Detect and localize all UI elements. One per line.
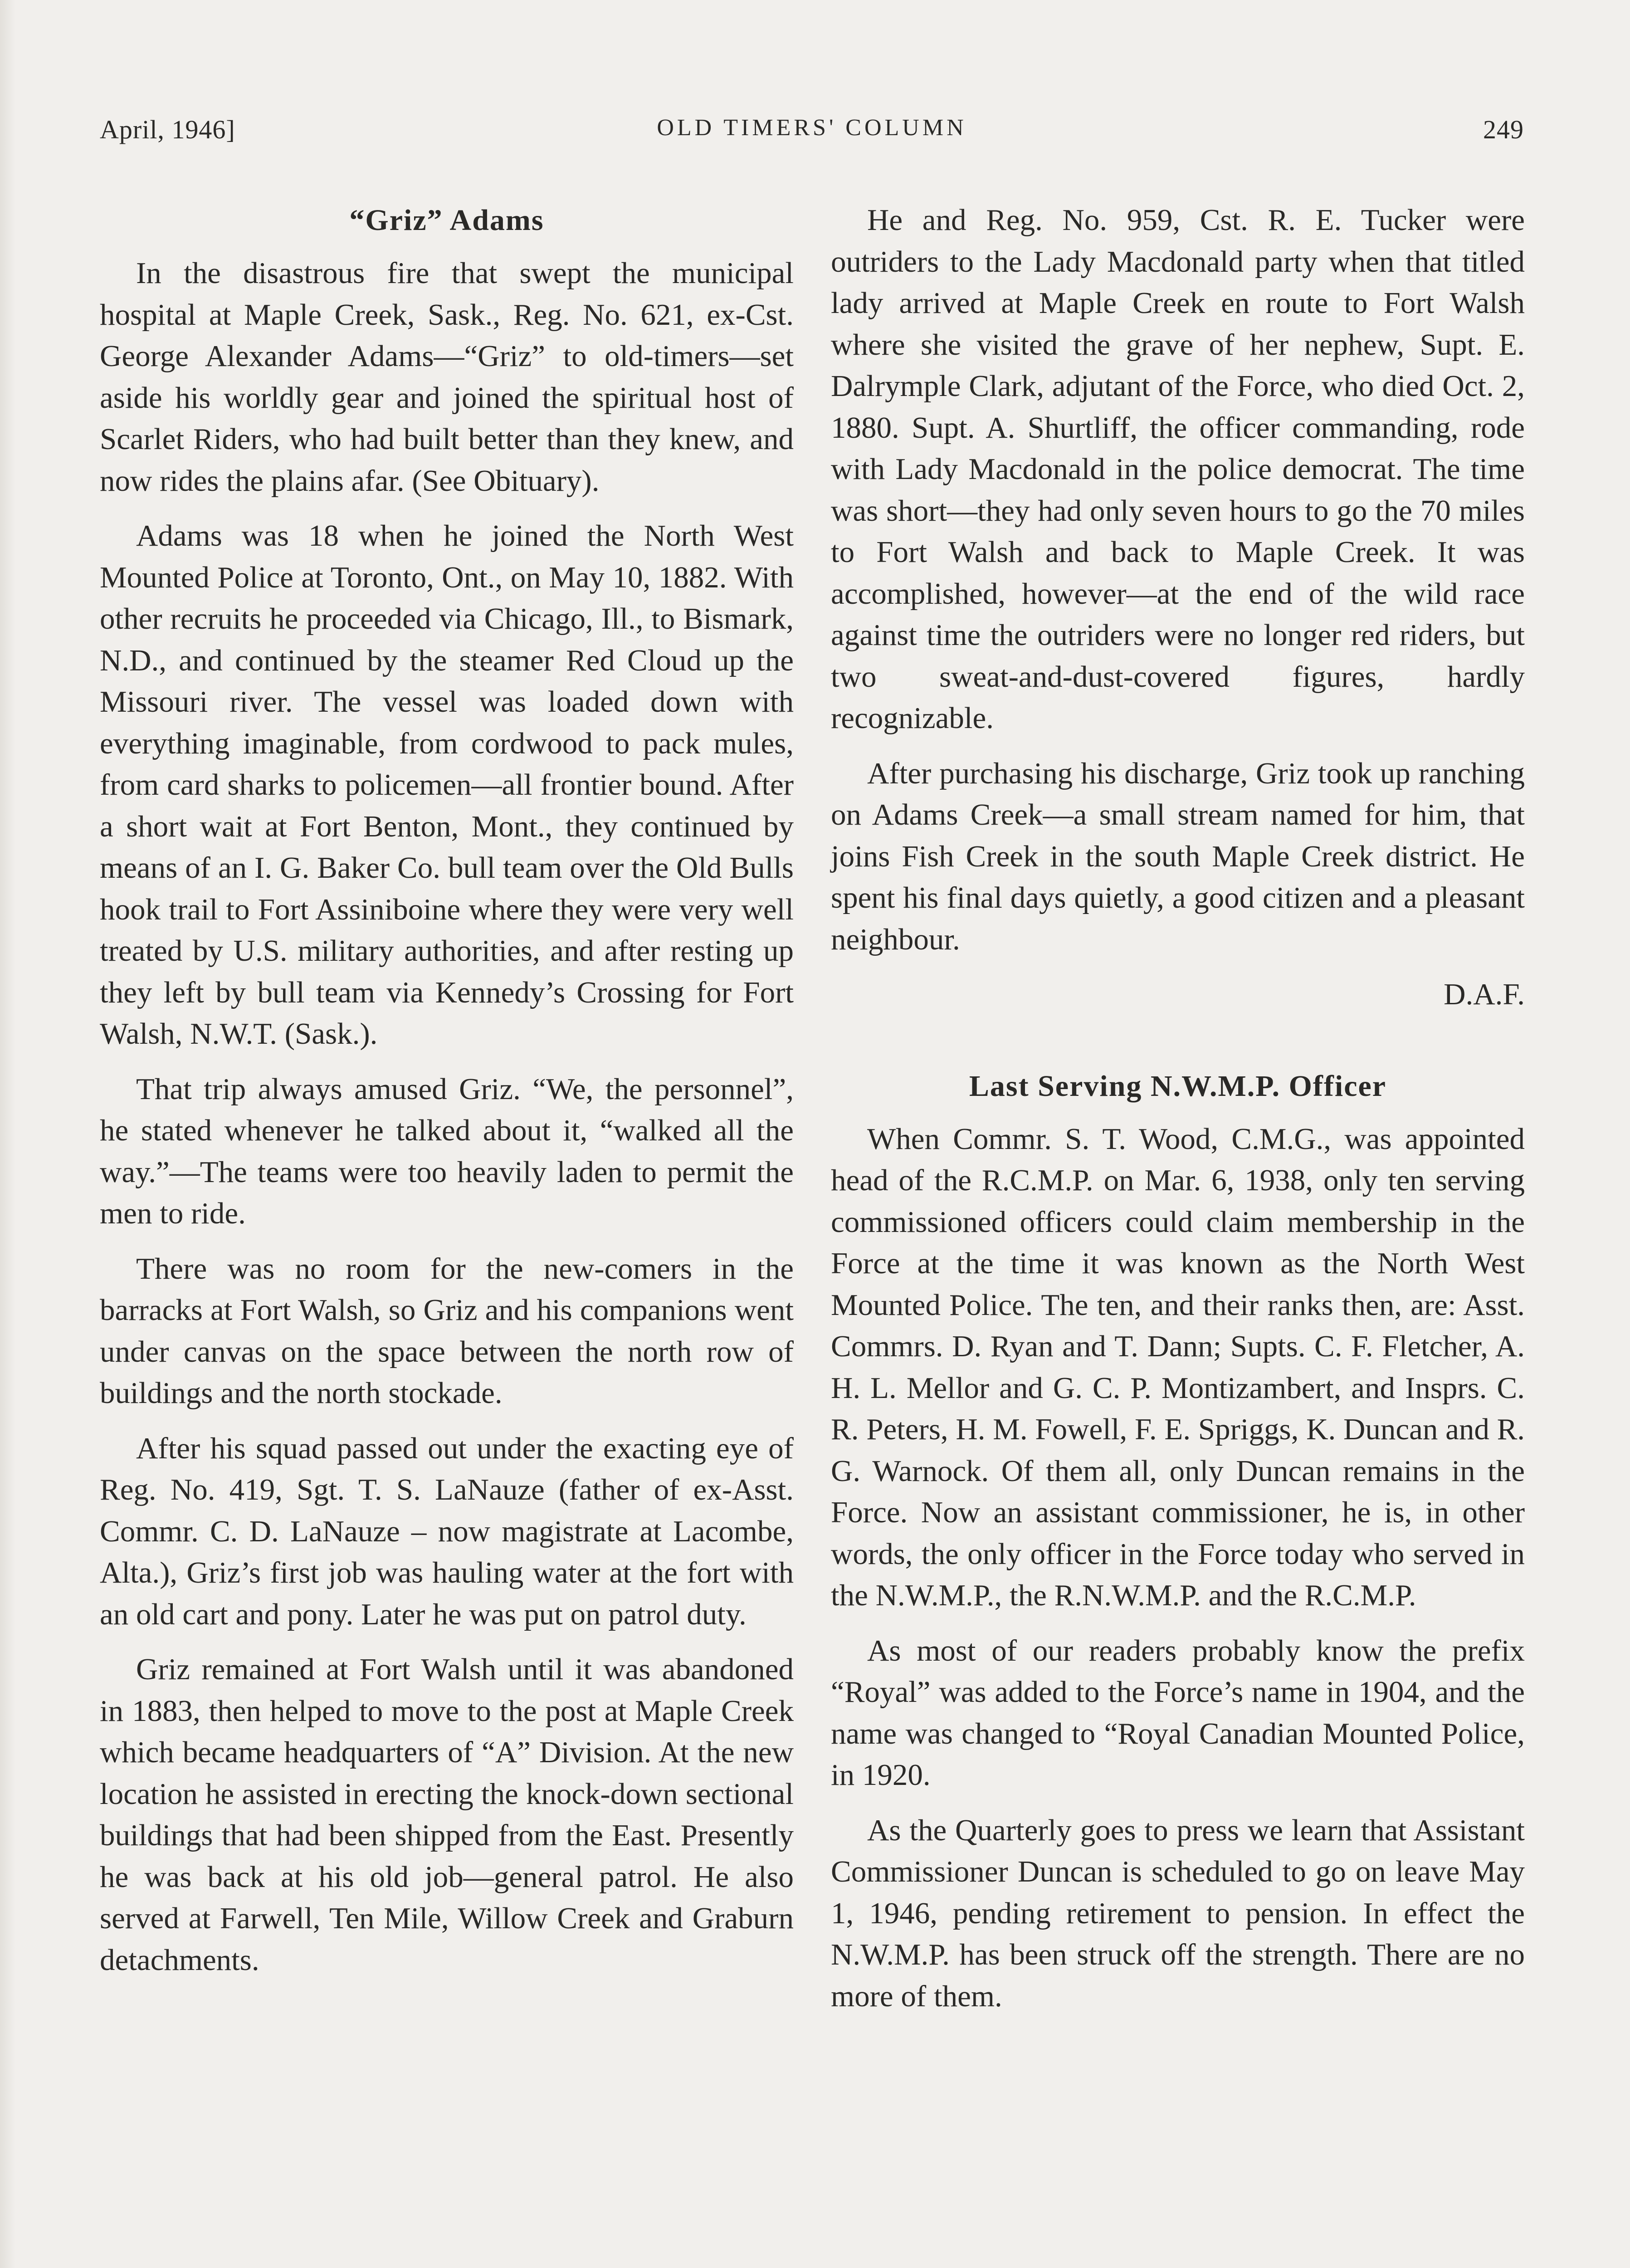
paragraph: As most of our readers probably know the prefix “Royal” was added to the Force’s name in 1904, and the name was changed to “Royal Canadian Mounted Police, in 1920. bbox=[831, 1633, 1525, 1792]
article-title-griz-adams: “Griz” Adams bbox=[349, 204, 544, 237]
paragraph: After purchasing his discharge, Griz took up ranching on Adams Creek—a small stream named for him, that joins Fish Creek in the south Maple Creek district. He spent his final days quietly, a good citizen and a pleasant neighbour. bbox=[831, 756, 1525, 956]
paragraph: When Commr. S. T. Wood, C.M.G., was appointed head of the R.C.M.P. on Mar. 6, 1938, only ten serving commissioned officers could claim membership in the Force at the time it was known as the North West Mounted Police. The ten, and their ranks then, are: Asst. Commrs. D. Ryan and T. Dann; Supts. C. F. Fletcher, A. H. L. Mellor and G. C. P. Montizambert, and Insprs. C. R. Peters, H. M. Fowell, F. E. Spriggs, K. Duncan and R. G. Warnock. Of them all, only Duncan remains in the Force. Now an assistant commissioner, he is, in other words, the only officer in the Force today who served in the N.W.M.P., the R.N.W.M.P. and the R.C.M.P. bbox=[831, 1122, 1525, 1612]
paragraph: That trip always amused Griz. “We, the personnel”, he stated whenever he talked about it, “walked all the way.”—The teams were too heavily laden to permit the men to ride. bbox=[100, 1072, 794, 1230]
page-edge bbox=[0, 0, 15, 2268]
paragraph: He and Reg. No. 959, Cst. R. E. Tucker were outriders to the Lady Macdonald party when that titled lady arrived at Maple Creek en route to Fort Walsh where she visited the grave of her nephew, Supt. E. Dalrymple Clark, adjutant of the Force, who died Oct. 2, 1880. Supt. A. Shurtliff, the officer commanding, rode with Lady Macdonald in the police democrat. The time was short—they had only seven hours to go the 70 miles to Fort Walsh and back to Maple Creek. It was accomplished, however—at the end of the wild race against time the outriders were no longer red riders, but two sweat-and-dust-covered figures, hardly recognizable. bbox=[831, 203, 1525, 735]
header-date: April, 1946] bbox=[100, 115, 235, 144]
right-column bbox=[831, 200, 1525, 2031]
left-column bbox=[100, 200, 794, 1994]
paragraph: Adams was 18 when he joined the North West Mounted Police at Toronto, Ont., on May 10, 1882. With other recruits he proceeded via Chicago, Ill., to Bismark, N.D., and continued by the steamer Red Cloud up the Missouri river. The vessel was loaded down with everything imaginable, from cordwood to pack mules, from card sharks to policemen—all frontier bound. After a short wait at Fort Benton, Mont., they continued by means of an I. G. Baker Co. bull team over the Old Bulls hook trail to Fort Assiniboine where they were very well treated by U.S. military authorities, and after resting up they left by bull team via Kennedy’s Crossing for Fort Walsh, N.W.T. (Sask.). bbox=[100, 519, 794, 1051]
signature-row bbox=[831, 974, 1525, 1016]
paragraph: There was no room for the new-comers in the barracks at Fort Walsh, so Griz and his companions went under canvas on the space between the north row of buildings and the north stockade. bbox=[100, 1251, 794, 1410]
running-header bbox=[100, 114, 1524, 155]
author-initials: D.A.F. bbox=[1444, 978, 1525, 1011]
article-title-last-officer: Last Serving N.W.M.P. Officer bbox=[969, 1069, 1387, 1103]
paragraph: As the Quarterly goes to press we learn that Assistant Commissioner Duncan is scheduled to go on leave May 1, 1946, pending retirement to pension. In effect the N.W.M.P. has been struck off the strength. There are no more of them. bbox=[831, 1813, 1525, 2013]
paragraph: After his squad passed out under the exacting eye of Reg. No. 419, Sgt. T. S. LaNauze (father of ex-Asst. Commr. C. D. LaNauze – now magistrate at Lacombe, Alta.), Griz’s first job was hauling water at the fort with an old cart and pony. Later he was put on patrol duty. bbox=[100, 1431, 794, 1631]
header-title: OLD TIMERS' COLUMN bbox=[657, 115, 967, 141]
page-number: 249 bbox=[1483, 115, 1524, 144]
paragraph: Griz remained at Fort Walsh until it was abandoned in 1883, then helped to move to the post at Maple Creek which became headquarters of “A” Division. At the new location he assisted in erecting the knock-down sectional buildings that had been shipped from the East. Presently he was back at his old job—general patrol. He also served at Farwell, Ten Mile, Willow Creek and Graburn detachments. bbox=[100, 1652, 794, 1977]
paragraph: In the disastrous fire that swept the municipal hospital at Maple Creek, Sask., Reg. No. 621, ex-Cst. George Alexander Adams—“Griz” to old-timers—set aside his worldly gear and joined the spiritual host of Scarlet Riders, who had built better than they knew, and now rides the plains afar. (See Obituary). bbox=[100, 256, 794, 498]
